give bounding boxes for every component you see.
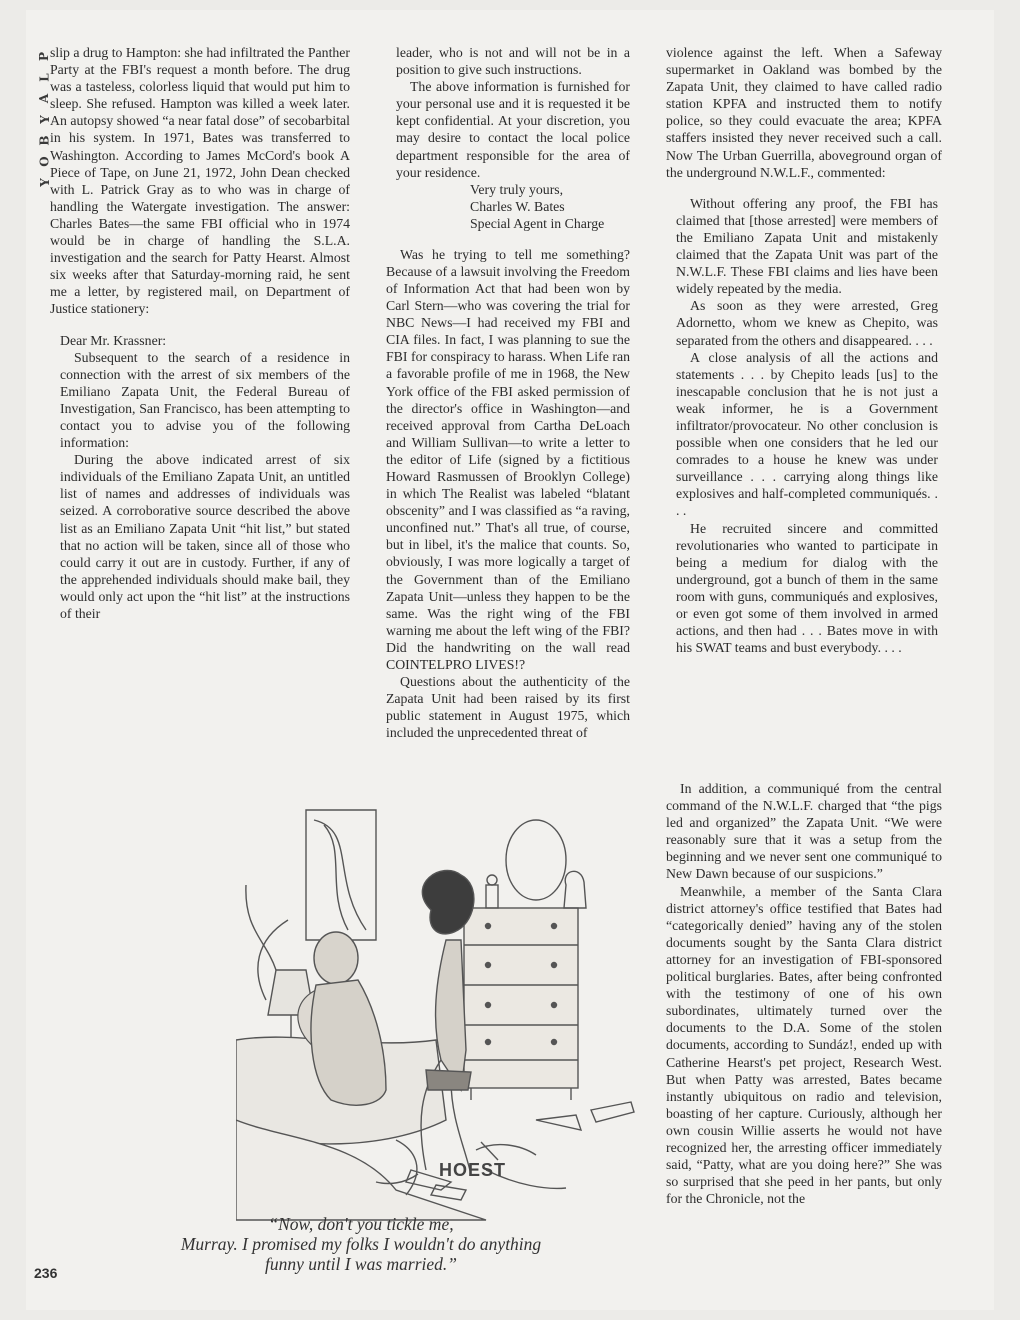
masthead-letter: Y [37, 115, 52, 124]
letter-paragraph: During the above indicated arrest of six individuals of the Emiliano Zapata Unit, an untitled list of names and addresses of individuals was seized. A corroborative source described the above list as an Emiliano Zapata Unit “hit list,” but stated that no action will be taken, since all of those who could carry it out are in custody. Further, if any of the apprehended individuals should make bail, they would only act upon the “hit list” at the instructions of their [60, 452, 350, 621]
signature-name: Charles W. Bates [470, 198, 565, 214]
quote-paragraph: A close analysis of all the actions and statements . . . by Chepito leads [us] to the inescapable conclusion that he is not just a weak informer, he is a Government infiltrator/provocateur. No other conclusion is possible when one considers that he led our comrades to a house he knew was under surveillance . . . carrying along things like explosives and half-completed communiqués. . . . [676, 349, 938, 519]
signature-title: Special Agent in Charge [470, 215, 605, 231]
letter-salutation: Dear Mr. Krassner: [60, 332, 167, 348]
cartoon-caption [126, 1214, 596, 1274]
masthead-letter: A [37, 93, 52, 104]
page-number: 236 [34, 1265, 58, 1281]
paragraph: Meanwhile, a member of the Santa Clara district attorney's office testified that Bates had “categorically denied” having any of the stolen documents sought by the Santa Clara district attorney for an investigation of FBI-sponsored political burglaries. Bates, after being confronted with the testimony of one of his own subordinates, ultimately turned over the documents to the D.A. Some of the stolen documents, according to Sundáz!, ended up with Catherine Hearst's pet project, Research West. But when Patty was arrested, Bates became instantly ubiquitous on radio and television, boasting of her capture. Curiously, although her own cousin Willie asserts he would not have recognized her, the arresting officer immediately said, “Patty, what are you doing here?” She was so surprised that she peed in her pants, but only for the Chronicle, not the [666, 883, 942, 1207]
paragraph: violence against the left. When a Safeway supermarket in Oakland was bombed by the Zapata Unit, they claimed to have called radio station KPFA and instructed them to notify police, so they could evacuate the area; KPFA staffers insisted they never received such a call. Now The Urban Guerrilla, aboveground organ of the underground N.W.L.F., commented: [666, 45, 942, 180]
article-column-3-lower [666, 780, 942, 1207]
caption-line: “Now, don't you tickle me, [268, 1214, 454, 1234]
cartoonist-signature: HOEST [439, 1160, 507, 1180]
paragraph: Questions about the authenticity of the Zapata Unit had been raised by its first public statement in August 1975, which included the unprecedented threat of [386, 674, 630, 741]
block-quote [666, 195, 942, 657]
article-column-1 [50, 44, 350, 622]
masthead-letter: Y [37, 178, 52, 187]
letter-paragraph: leader, who is not and will not be in a position to give such instructions. [396, 45, 630, 78]
fbi-letter [50, 332, 350, 623]
paragraph: Was he trying to tell me something? Because of a lawsuit involving the Freedom of Information Act that had been won by Carl Stern—who was covering the trial for NBC News—I had received my FBI and CIA files. In fact, I was planning to sue the FBI for conspiracy to harass. When Life ran a favorable profile of me in 1968, the New York office of the FBI asked permission of the director's office in Washington—and received approval from Cartha DeLoach and William Sullivan—to write a letter to the editor of Life (signed by a fictitious Howard Rasmussen of Brooklyn College) in which The Realist was labeled “blatant obscenity” and I was classified as “a raving, unconfined nut.” That's all true, of course, but in libel, it's the malice that counts. So, obviously, I was more logically a target of the Government than of the Emiliano Zapata Unit—unless they happen to be the same. Was the right wing of the FBI warning me about the left wing of the FBI? Did the handwriting on the wall read COINTELPRO LIVES!? [386, 246, 630, 672]
caption-line: funny until I was married.” [264, 1254, 458, 1274]
caption-line: Murray. I promised my folks I wouldn't do anything [180, 1234, 542, 1254]
masthead-letter: O [37, 156, 52, 167]
quote-paragraph: Without offering any proof, the FBI has claimed that [those arrested] were members of the Emiliano Zapata Unit and mistakenly claimed that the Zapata Unit was part of the N.W.L.F. These FBI claims and lies have been widely repeated by the media. [676, 195, 938, 297]
paragraph: In addition, a communiqué from the central command of the N.W.L.F. charged that “the pigs led and organized” the Zapata Unit. “We were reasonably sure that it was a setup from the beginning and we never sent one communiqué to New Dawn because of our suspicions.” [666, 781, 942, 882]
article-column-2 [386, 44, 630, 741]
letter-paragraph: Subsequent to the search of a residence in connection with the arrest of six members of the Emiliano Zapata Unit, the Federal Bureau of Investigation, San Francisco, has been attempting to contact you to advise you of the following information: [60, 349, 350, 451]
quote-paragraph: As soon as they were arrested, Greg Adornetto, whom we knew as Chepito, was separated from the others and disappeared. . . . [676, 298, 938, 348]
paragraph: slip a drug to Hampton: she had infiltrated the Panther Party at the FBI's request a month before. The drug was a tasteless, colorless liquid that would put him to sleep. She refused. Hampton was killed a week later. An autopsy showed “a near fatal dose” of secobarbital in his system. In 1971, Bates was transferred to Washington. According to James McCord's book A Piece of Tape, on June 21, 1972, John Dean checked with L. Patrick Gray as to who was in charge of handling the Watergate investigation. The answer: Charles Bates—the same FBI official who in 1974 would be in charge of handling the S.L.A. investigation and the search for Patty Hearst. Almost six weeks after that Saturday-morning raid, he sent me a letter, by registered mail, on Department of Justice stationery: [50, 45, 351, 317]
masthead-letter: P [37, 51, 52, 62]
masthead-letter: B [37, 135, 52, 146]
magazine-page [26, 10, 994, 1310]
quote-paragraph: He recruited sincere and committed revolutionaries who wanted to participate in being a medium for dialog with the underground, got a bunch of them in the same room with guns, communiqués and explosives, or even got some of them involved in armed actions, and then had . . . Bates move in with his SWAT teams and bust everybody. . . . [676, 520, 938, 656]
article-column-3 [666, 44, 942, 656]
fbi-letter-continued [386, 44, 630, 232]
letter-signature [386, 181, 630, 232]
signature-closing: Very truly yours, [470, 181, 564, 197]
letter-paragraph: The above information is furnished for your personal use and it is requested it be kept confidential. At your discretion, you may desire to contact the local police department responsible for the area of your residence. [396, 79, 630, 180]
masthead-letter: L [37, 73, 52, 82]
